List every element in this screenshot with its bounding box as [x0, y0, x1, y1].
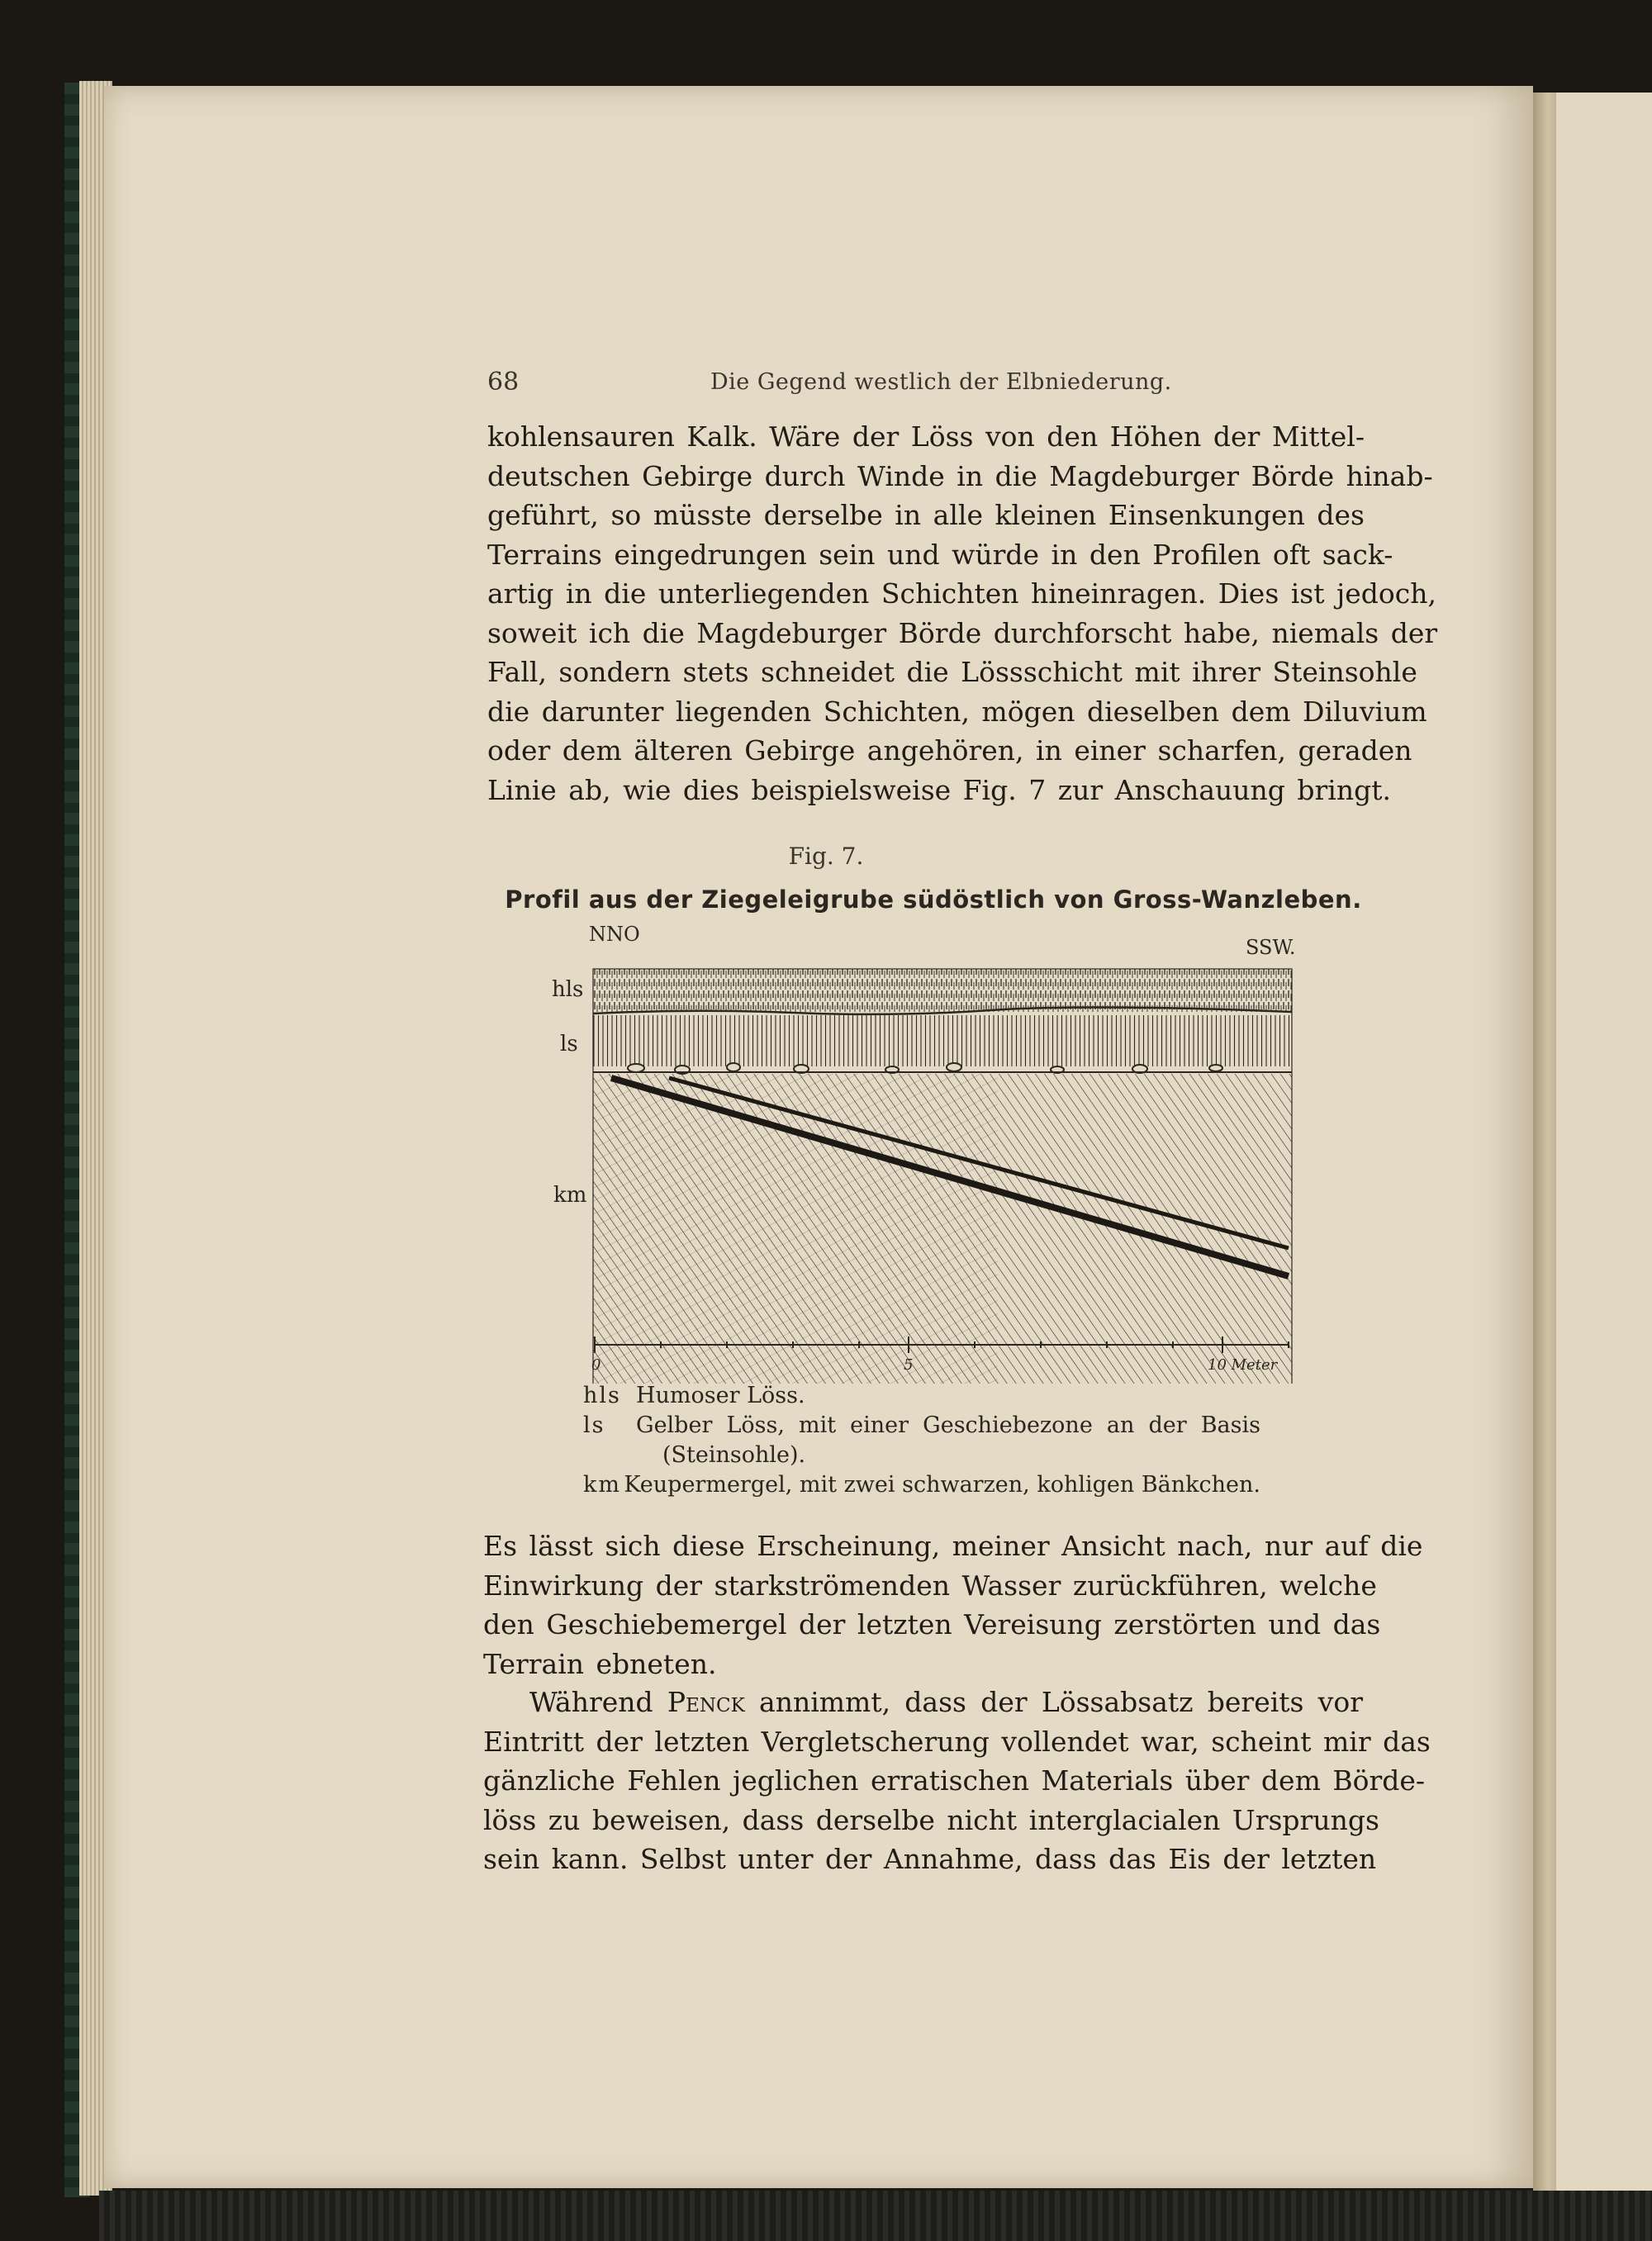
text-line: den Geschiebemergel der letzten Vereisung zerstörten und das: [483, 1608, 1381, 1640]
text-line: Es lässt sich diese Erscheinung, meiner Ansicht nach, nur auf die: [483, 1530, 1423, 1562]
text-line: die darunter liegenden Schichten, mögen dieselben dem Diluvium: [487, 695, 1427, 728]
text-line: Einwirkung der starkströmenden Wasser zurückführen, welche: [483, 1569, 1377, 1602]
text-line: kohlensauren Kalk. Wäre der Löss von den Höhen der Mittel-: [487, 420, 1365, 453]
legend-text: Keupermergel, mit zwei schwarzen, kohligen Bänkchen.: [624, 1472, 1260, 1498]
text-line: Fall, sondern stets schneidet die Lössschicht mit ihrer Steinsohle: [487, 656, 1417, 688]
direction-nno: NNO: [589, 923, 640, 946]
text-fragment: annimmt, dass der Lössabsatz bereits vor: [759, 1686, 1363, 1718]
text-line: oder dem älteren Gebirge angehören, in einer scharfen, geraden: [487, 734, 1412, 767]
page-number: 68: [487, 368, 520, 396]
legend-code: km: [583, 1472, 621, 1498]
legend-item-ls-continuation: [583, 1441, 1260, 1470]
legend-item-hls: [583, 1381, 1260, 1411]
book-cover-edge: [99, 2191, 1652, 2241]
author-name-penck: Penck: [667, 1686, 745, 1718]
legend-text: (Steinsohle).: [662, 1442, 806, 1468]
layer-humoser-loess: [593, 969, 1292, 1012]
direction-ssw: SSW.: [1246, 936, 1296, 959]
text-line: Linie ab, wie dies beispielsweise Fig. 7 zur Anschauung bringt.: [487, 773, 1391, 806]
legend-code: hls: [583, 1383, 621, 1408]
figure-legend: [583, 1381, 1260, 1500]
geological-profile-figure: [529, 921, 1322, 1384]
legend-item-km: [583, 1470, 1260, 1500]
text-line: artig in die unterliegenden Schichten hineinragen. Dies ist jedoch,: [487, 577, 1436, 610]
legend-item-ls: [583, 1411, 1260, 1441]
paragraph-3: [483, 1683, 1431, 1879]
text-fragment: Während: [529, 1686, 653, 1718]
label-ls: ls: [560, 1032, 578, 1056]
text-line: soweit ich die Magdeburger Börde durchforscht habe, niemals der: [487, 616, 1438, 649]
scale-label-0: 0: [591, 1356, 601, 1374]
text-line: [483, 1683, 1363, 1722]
text-line: löss zu beweisen, dass derselbe nicht interglacialen Ursprungs: [483, 1803, 1379, 1836]
legend-code: ls: [583, 1412, 605, 1438]
text-line: Terrain ebneten.: [483, 1647, 717, 1680]
scale-label-5: 5: [904, 1356, 914, 1374]
label-hls: hls: [552, 977, 584, 1002]
scale-label-10: 10 Meter: [1208, 1356, 1278, 1374]
paragraph-2: [483, 1526, 1423, 1683]
legend-text: Humoser Löss.: [636, 1383, 805, 1408]
text-line: gänzliche Fehlen jeglichen erratischen Materials über dem Börde-: [483, 1764, 1426, 1797]
layer-gelber-loess: [593, 1015, 1292, 1066]
running-header: [487, 368, 1363, 401]
text-line: geführt, so müsste derselbe in alle kleinen Einsenkungen des: [487, 499, 1365, 531]
running-title: Die Gegend westlich der Elbniederung.: [710, 369, 1172, 395]
text-line: Terrains eingedrungen sein und würde in den Profilen oft sack-: [487, 538, 1393, 571]
label-km: km: [553, 1183, 587, 1208]
text-line: deutschen Gebirge durch Winde in die Magdeburger Börde hinab-: [487, 459, 1433, 492]
text-line: Eintritt der letzten Vergletscherung vollendet war, scheint mir das: [483, 1725, 1431, 1758]
facing-page: [1556, 93, 1652, 2191]
text-line: sein kann. Selbst unter der Annahme, dass das Eis der letzten: [483, 1843, 1377, 1875]
paragraph-1: [487, 417, 1438, 810]
figure-title: Profil aus der Ziegeleigrube südöstlich von Gross-Wanzleben.: [505, 885, 1362, 914]
legend-text: Gelber Löss, mit einer Geschiebezone an der Basis: [636, 1412, 1260, 1438]
figure-number: Fig. 7.: [788, 843, 864, 870]
book-gutter: [1533, 93, 1558, 2191]
